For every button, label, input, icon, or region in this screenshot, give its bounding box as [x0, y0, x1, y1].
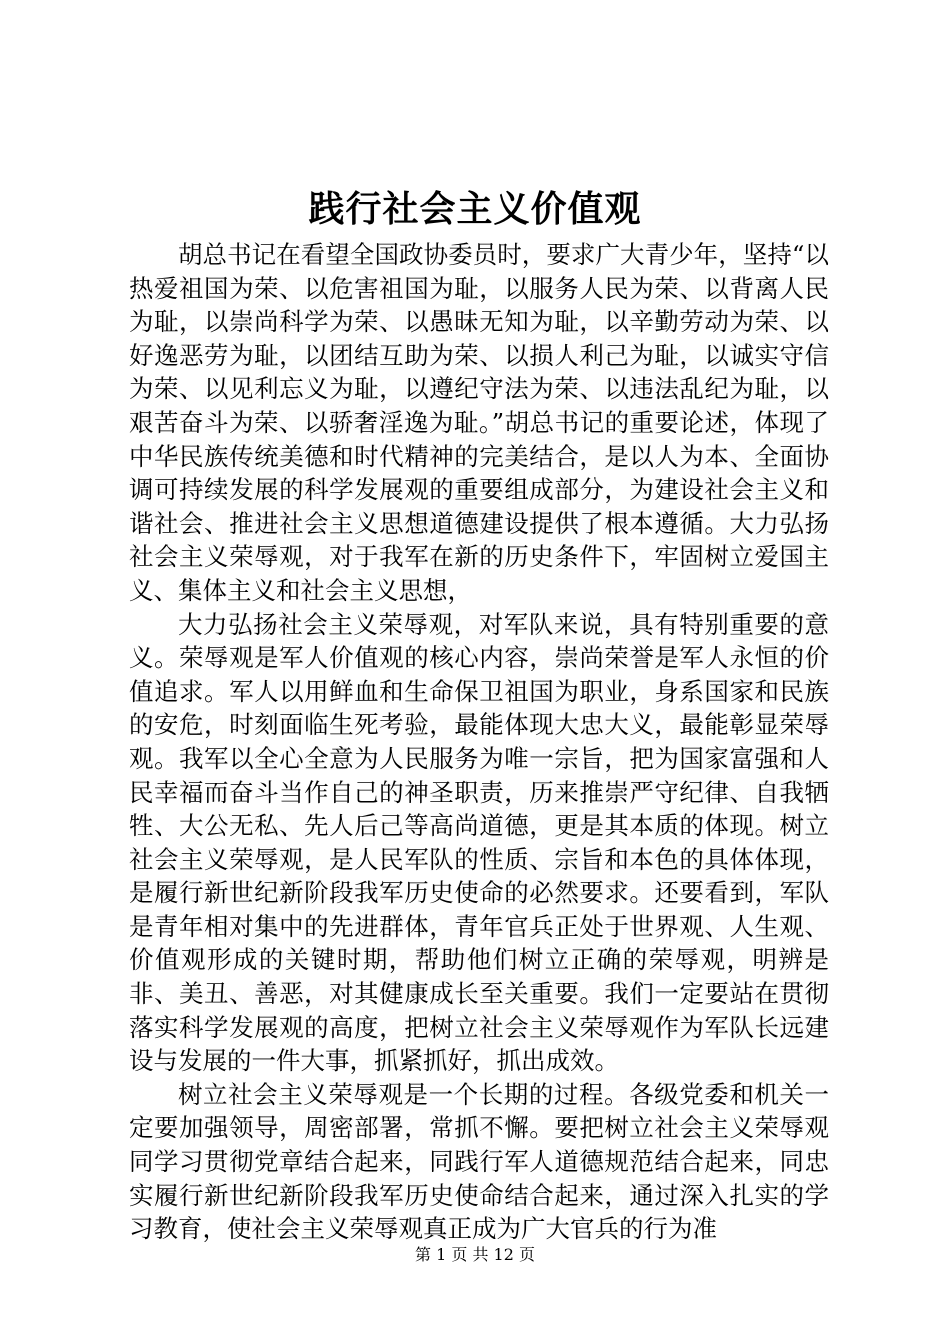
- document-title: 践行社会主义价值观: [308, 188, 642, 230]
- paragraph-3: 树立社会主义荣辱观是一个长期的过程。各级党委和机关一定要加强领导，周密部署，常抓不懈。要把树立社会主义荣辱观同学习贯彻党章结合起来，同践行军人道德规范结合起来，同忠实履行新世纪新阶段我军历史使命结合起来，通过深入扎实的学习教育，使社会主义荣辱观真正成为广大官兵的行为准: [129, 1079, 829, 1244]
- page-number-indicator: 第 1 页 共 12 页: [415, 1245, 535, 1264]
- paragraph-2: 大力弘扬社会主义荣辱观，对军队来说，具有特别重要的意义。荣辱观是军人价值观的核心内容，崇尚荣誉是军人永恒的价值追求。军人以用鲜血和生命保卫祖国为职业，身系国家和民族的安危，时刻面临生死考验，最能体现大忠大义，最能彰显荣辱观。我军以全心全意为人民服务为唯一宗旨，把为国家富强和人民幸福而奋斗当作自己的神圣职责，历来推崇严守纪律、自我牺牲、大公无私、先人后己等高尚道德，更是其本质的体现。树立社会主义荣辱观，是人民军队的性质、宗旨和本色的具体体现，是履行新世纪新阶段我军历史使命的必然要求。还要看到，军队是青年相对集中的先进群体，青年官兵正处于世界观、人生观、价值观形成的关键时期，帮助他们树立正确的荣辱观，明辨是非、美丑、善恶，对其健康成长至关重要。我们一定要站在贯彻落实科学发展观的高度，把树立社会主义荣辱观作为军队长远建设与发展的一件大事，抓紧抓好，抓出成效。: [129, 609, 829, 1076]
- document-body: [129, 238, 829, 1246]
- paragraph-1: 胡总书记在看望全国政协委员时，要求广大青少年，坚持“以热爱祖国为荣、以危害祖国为耻，以服务人民为荣、以背离人民为耻，以崇尚科学为荣、以愚昧无知为耻，以辛勤劳动为荣、以好逸恶劳为耻，以团结互助为荣、以损人利己为耻，以诚实守信为荣、以见利忘义为耻，以遵纪守法为荣、以违法乱纪为耻，以艰苦奋斗为荣、以骄奢淫逸为耻。”胡总书记的重要论述，体现了中华民族传统美德和时代精神的完美结合，是以人为本、全面协调可持续发展的科学发展观的重要组成部分，为建设社会主义和谐社会、推进社会主义思想道德建设提供了根本遵循。大力弘扬社会主义荣辱观，对于我军在新的历史条件下，牢固树立爱国主义、集体主义和社会主义思想，: [129, 240, 829, 605]
- page-footer: [0, 1244, 950, 1266]
